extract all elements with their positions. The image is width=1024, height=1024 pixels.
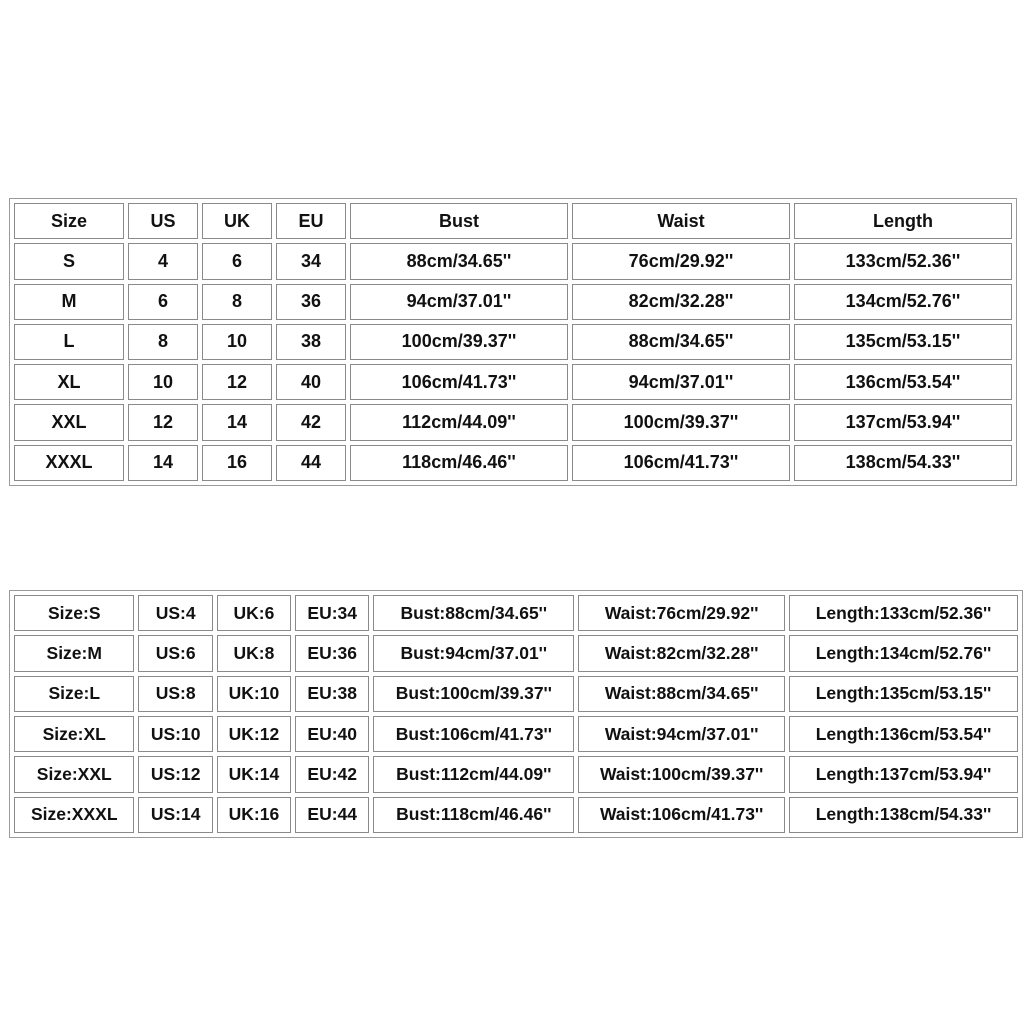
table-row [14,635,1018,671]
table-cell: EU:34 [295,595,369,631]
header-cell: Waist [572,203,790,239]
table-cell: 6 [128,284,198,320]
table-cell: 137cm/53.94'' [794,404,1012,440]
table-cell: 106cm/41.73'' [350,364,568,400]
table-cell: 40 [276,364,346,400]
table-cell: 10 [202,324,272,360]
table-cell: 10 [128,364,198,400]
table-cell: 4 [128,243,198,279]
table-cell: Bust:100cm/39.37'' [373,676,574,712]
table-row [14,324,1012,360]
table-cell: EU:36 [295,635,369,671]
table-cell: 8 [128,324,198,360]
table-cell: 38 [276,324,346,360]
table-cell: S [14,243,124,279]
table-cell: XXL [14,404,124,440]
table-cell: 134cm/52.76'' [794,284,1012,320]
table-cell: 82cm/32.28'' [572,284,790,320]
table-cell: UK:8 [217,635,291,671]
table-cell: Bust:88cm/34.65'' [373,595,574,631]
table-cell: Size:XXXL [14,797,134,833]
table-cell: UK:16 [217,797,291,833]
table-cell: 138cm/54.33'' [794,445,1012,481]
table-row [14,797,1018,833]
table-cell: 16 [202,445,272,481]
size-chart-labeled-grid [10,591,1022,837]
table-cell: 36 [276,284,346,320]
table-cell: 118cm/46.46'' [350,445,568,481]
table-cell: Bust:118cm/46.46'' [373,797,574,833]
table-row [14,676,1018,712]
table-cell: 88cm/34.65'' [350,243,568,279]
table-cell: UK:14 [217,756,291,792]
table-cell: 12 [128,404,198,440]
table-cell: 100cm/39.37'' [572,404,790,440]
table-cell: Size:XXL [14,756,134,792]
table-cell: Size:S [14,595,134,631]
table-header-row [14,203,1012,239]
table-cell: L [14,324,124,360]
header-cell: EU [276,203,346,239]
header-cell: Length [794,203,1012,239]
header-cell: UK [202,203,272,239]
table-cell: EU:42 [295,756,369,792]
table-cell: Length:135cm/53.15'' [789,676,1018,712]
table-cell: 136cm/53.54'' [794,364,1012,400]
table-cell: Waist:88cm/34.65'' [578,676,785,712]
table-cell: 112cm/44.09'' [350,404,568,440]
table-cell: 14 [202,404,272,440]
table-cell: Bust:94cm/37.01'' [373,635,574,671]
table-cell: Waist:82cm/32.28'' [578,635,785,671]
table-cell: 8 [202,284,272,320]
table-cell: Size:M [14,635,134,671]
table-cell: 94cm/37.01'' [350,284,568,320]
header-cell: Size [14,203,124,239]
table-cell: US:10 [138,716,212,752]
table-cell: Bust:112cm/44.09'' [373,756,574,792]
table-cell: 88cm/34.65'' [572,324,790,360]
table-cell: XXXL [14,445,124,481]
table-cell: 44 [276,445,346,481]
size-chart-table [9,198,1017,486]
table-cell: UK:12 [217,716,291,752]
table-row [14,445,1012,481]
table-cell: 12 [202,364,272,400]
table-cell: US:4 [138,595,212,631]
table-row [14,243,1012,279]
table-cell: Waist:76cm/29.92'' [578,595,785,631]
table-cell: Size:XL [14,716,134,752]
table-cell: M [14,284,124,320]
table-cell: 135cm/53.15'' [794,324,1012,360]
table-cell: UK:6 [217,595,291,631]
table-cell: EU:44 [295,797,369,833]
table-cell: Length:136cm/53.54'' [789,716,1018,752]
table-cell: 100cm/39.37'' [350,324,568,360]
table-cell: EU:40 [295,716,369,752]
table-cell: Length:138cm/54.33'' [789,797,1018,833]
table-cell: 34 [276,243,346,279]
table-cell: 42 [276,404,346,440]
table-cell: 133cm/52.36'' [794,243,1012,279]
table-cell: US:6 [138,635,212,671]
table-row [14,756,1018,792]
table-row [14,404,1012,440]
table-cell: Length:137cm/53.94'' [789,756,1018,792]
table-cell: Bust:106cm/41.73'' [373,716,574,752]
table-row [14,716,1018,752]
table-cell: UK:10 [217,676,291,712]
table-cell: 106cm/41.73'' [572,445,790,481]
table-cell: 76cm/29.92'' [572,243,790,279]
table-row [14,595,1018,631]
table-cell: Size:L [14,676,134,712]
size-chart-grid [10,199,1016,485]
header-cell: Bust [350,203,568,239]
table-cell: US:12 [138,756,212,792]
table-cell: 6 [202,243,272,279]
table-cell: XL [14,364,124,400]
table-cell: Waist:94cm/37.01'' [578,716,785,752]
table-cell: US:14 [138,797,212,833]
table-cell: 14 [128,445,198,481]
table-cell: Length:133cm/52.36'' [789,595,1018,631]
table-cell: Waist:100cm/39.37'' [578,756,785,792]
size-chart-labeled-table [9,590,1023,838]
table-cell: Waist:106cm/41.73'' [578,797,785,833]
header-cell: US [128,203,198,239]
table-cell: Length:134cm/52.76'' [789,635,1018,671]
table-cell: US:8 [138,676,212,712]
table-cell: 94cm/37.01'' [572,364,790,400]
table-row [14,284,1012,320]
table-row [14,364,1012,400]
table-cell: EU:38 [295,676,369,712]
